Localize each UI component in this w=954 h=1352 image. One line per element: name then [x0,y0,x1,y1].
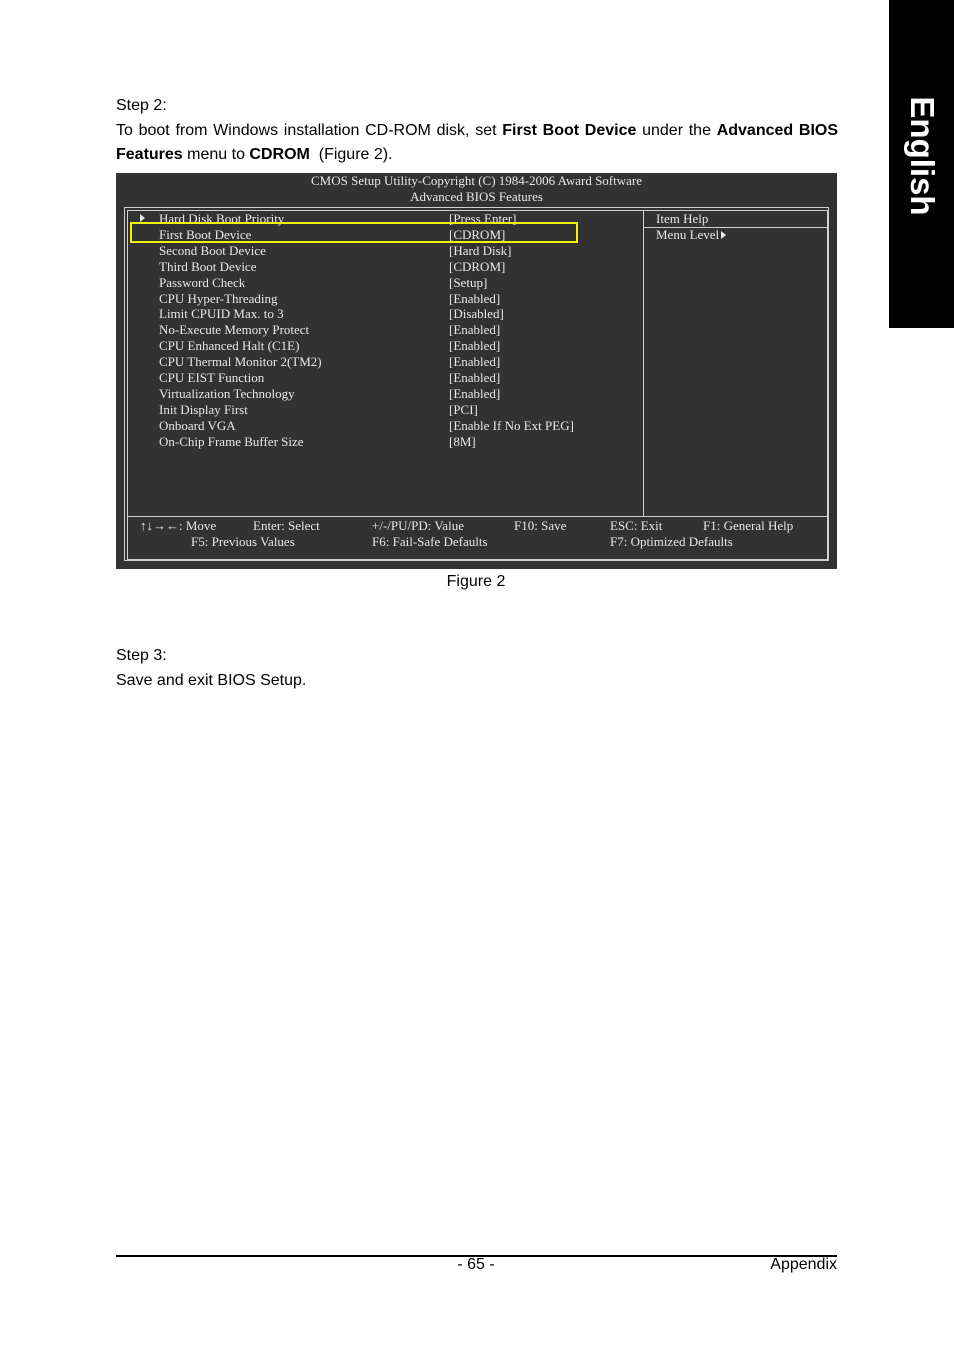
key-exit: ESC: Exit [610,518,663,533]
step2-bold-first-boot-device: First Boot Device [502,122,637,139]
menu-level-text: Menu Level [656,227,720,242]
bios-setting-row[interactable] [128,275,643,291]
bios-setting-name: Onboard VGA [159,417,236,433]
bios-setting-name: Third Boot Device [159,258,257,274]
bios-setting-name: CPU Hyper-Threading [159,290,278,306]
figure-caption: Figure 2 [446,573,506,590]
step2-bold-advanced-bios-features: Advanced BIOS Features [116,122,839,163]
highlight-first-boot-device [130,222,578,243]
key-value: +/-/PU/PD: Value [372,518,464,533]
bios-setting-name: Password Check [159,274,246,290]
bios-setting-value: [Enabled] [449,370,501,385]
step2-bold-cdrom: CDROM [249,146,310,163]
bios-setting-value: [Enable If No Ext PEG] [449,417,574,433]
step3-label: Step 3: [116,647,167,664]
bios-setting-value: [Enabled] [449,338,501,354]
bios-setting-row[interactable] [128,370,643,386]
bios-setting-name: Virtualization Technology [159,385,295,401]
step2-text-part1: To boot from Windows installation CD-ROM disk, set [116,122,503,139]
bios-setting-value: [Disabled] [449,306,504,322]
bios-setting-name: Second Boot Device [159,242,266,258]
bios-screenshot [116,173,837,569]
bios-setting-value: [Hard Disk] [449,242,512,258]
bios-setting-row[interactable] [128,434,643,450]
bios-setting-name: First Boot Device [159,226,252,242]
key-general-help: F1: General Help [703,518,794,533]
step2-text-part2: under the [636,122,717,139]
bios-setting-value: [Enabled] [449,290,501,306]
triangle-right-icon [721,231,726,239]
step2-label: Step 2: [116,97,167,114]
bios-setting-name: On-Chip Frame Buffer Size [159,433,304,449]
bios-setting-value: [Enabled] [449,354,501,370]
key-save: F10: Save [514,518,567,533]
key-move: ↑↓→←: Move [140,518,217,533]
step2-text-part4: (Figure 2). [309,146,393,163]
submenu-arrow-icon [140,214,145,222]
key-failsafe-defaults: F6: Fail-Safe Defaults [372,534,488,549]
bios-keys-divider [128,516,827,517]
page-number: - 65 - [457,1256,495,1273]
key-enter: Enter: Select [253,518,320,533]
bios-setting-row[interactable] [128,338,643,354]
bios-outer-frame [124,207,829,561]
bios-setting-value: [Press Enter] [449,211,517,226]
bios-copyright-title: CMOS Setup Utility-Copyright (C) 1984-2006 Award Software [310,173,642,188]
bios-setting-row[interactable] [128,418,643,434]
bios-inner-frame [127,210,828,560]
bios-setting-name: CPU Thermal Monitor 2(TM2) [159,354,322,370]
bios-setting-value: [Setup] [449,274,488,290]
language-tab [889,0,954,328]
bios-setting-name: Init Display First [159,401,248,417]
bios-setting-row[interactable] [128,402,643,418]
bios-setting-value: [PCI] [449,401,478,417]
step3-instruction: Save and exit BIOS Setup. [116,672,307,689]
key-previous-values: F5: Previous Values [191,534,295,549]
bios-setting-row[interactable] [128,386,643,402]
bios-setting-row[interactable] [128,243,643,259]
bios-setting-name: Limit CPUID Max. to 3 [159,306,284,322]
bios-setting-value: [Enabled] [449,385,501,401]
bios-setting-value: [Enabled] [449,322,501,338]
bios-setting-row[interactable] [128,322,643,338]
step2-text-part3: menu to [182,146,250,163]
language-tab-label: English [903,96,941,216]
bios-setting-value: [CDROM] [449,258,506,274]
bios-setting-row[interactable] [128,354,643,370]
bios-column-divider [643,211,644,516]
bios-setting-row[interactable] [128,291,643,307]
section-name: Appendix [770,1256,837,1273]
bios-setting-row[interactable] [128,306,643,322]
bios-setting-name: No-Execute Memory Protect [159,322,310,338]
bios-setting-value: [CDROM] [449,226,506,242]
step2-instruction [116,119,838,167]
menu-level-label [656,227,726,243]
bios-setting-name: CPU EIST Function [159,370,265,385]
bios-setting-name: Hard Disk Boot Priority [159,211,285,226]
bios-setting-row[interactable] [128,259,643,275]
item-help-title: Item Help [656,211,709,226]
bios-setting-name: CPU Enhanced Halt (C1E) [159,338,300,354]
bios-setting-value: [8M] [449,433,476,449]
key-optimized-defaults: F7: Optimized Defaults [610,534,733,549]
bios-menu-title: Advanced BIOS Features [410,189,543,204]
